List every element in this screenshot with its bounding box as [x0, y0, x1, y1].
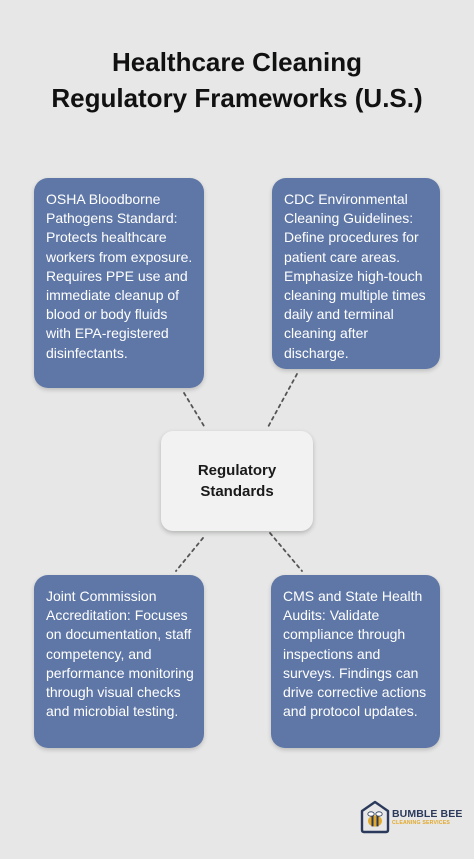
connector-cms: [270, 533, 302, 571]
logo-tagline: CLEANING SERVICES: [392, 819, 451, 826]
card-joint-commission: Joint Commission Accreditation: Focuses on documentation, staff competency, and performance monitoring through visual checks and microbial testing.: [34, 575, 204, 748]
card-cms: CMS and State Health Audits: Validate compliance through inspections and surveys. Findings can drive corrective actions and protocol updates.: [271, 575, 440, 748]
center-node: [161, 431, 313, 531]
center-line-2: Standards: [200, 483, 274, 500]
connector-osha: [184, 393, 204, 426]
center-line-1: Regulatory: [197, 462, 277, 479]
bee-house-icon: [360, 800, 390, 834]
card-cdc: CDC Environmental Cleaning Guidelines: Define procedures for patient care areas. Emphasize high-touch cleaning multiple times daily and terminal cleaning after discharge.: [272, 178, 440, 369]
logo-name: BUMBLE BEE: [392, 807, 463, 820]
connector-cdc: [268, 374, 297, 427]
brand-logo: [360, 800, 462, 834]
title-line-1: Healthcare Cleaning: [112, 47, 362, 77]
connector-jc: [176, 538, 203, 571]
card-osha: OSHA Bloodborne Pathogens Standard: Protects healthcare workers from exposure. Requires PPE use and immediate cleanup of blood or body fluids with EPA-registered disinfectants.: [34, 178, 204, 388]
title-line-2: Regulatory Frameworks (U.S.): [51, 83, 423, 113]
